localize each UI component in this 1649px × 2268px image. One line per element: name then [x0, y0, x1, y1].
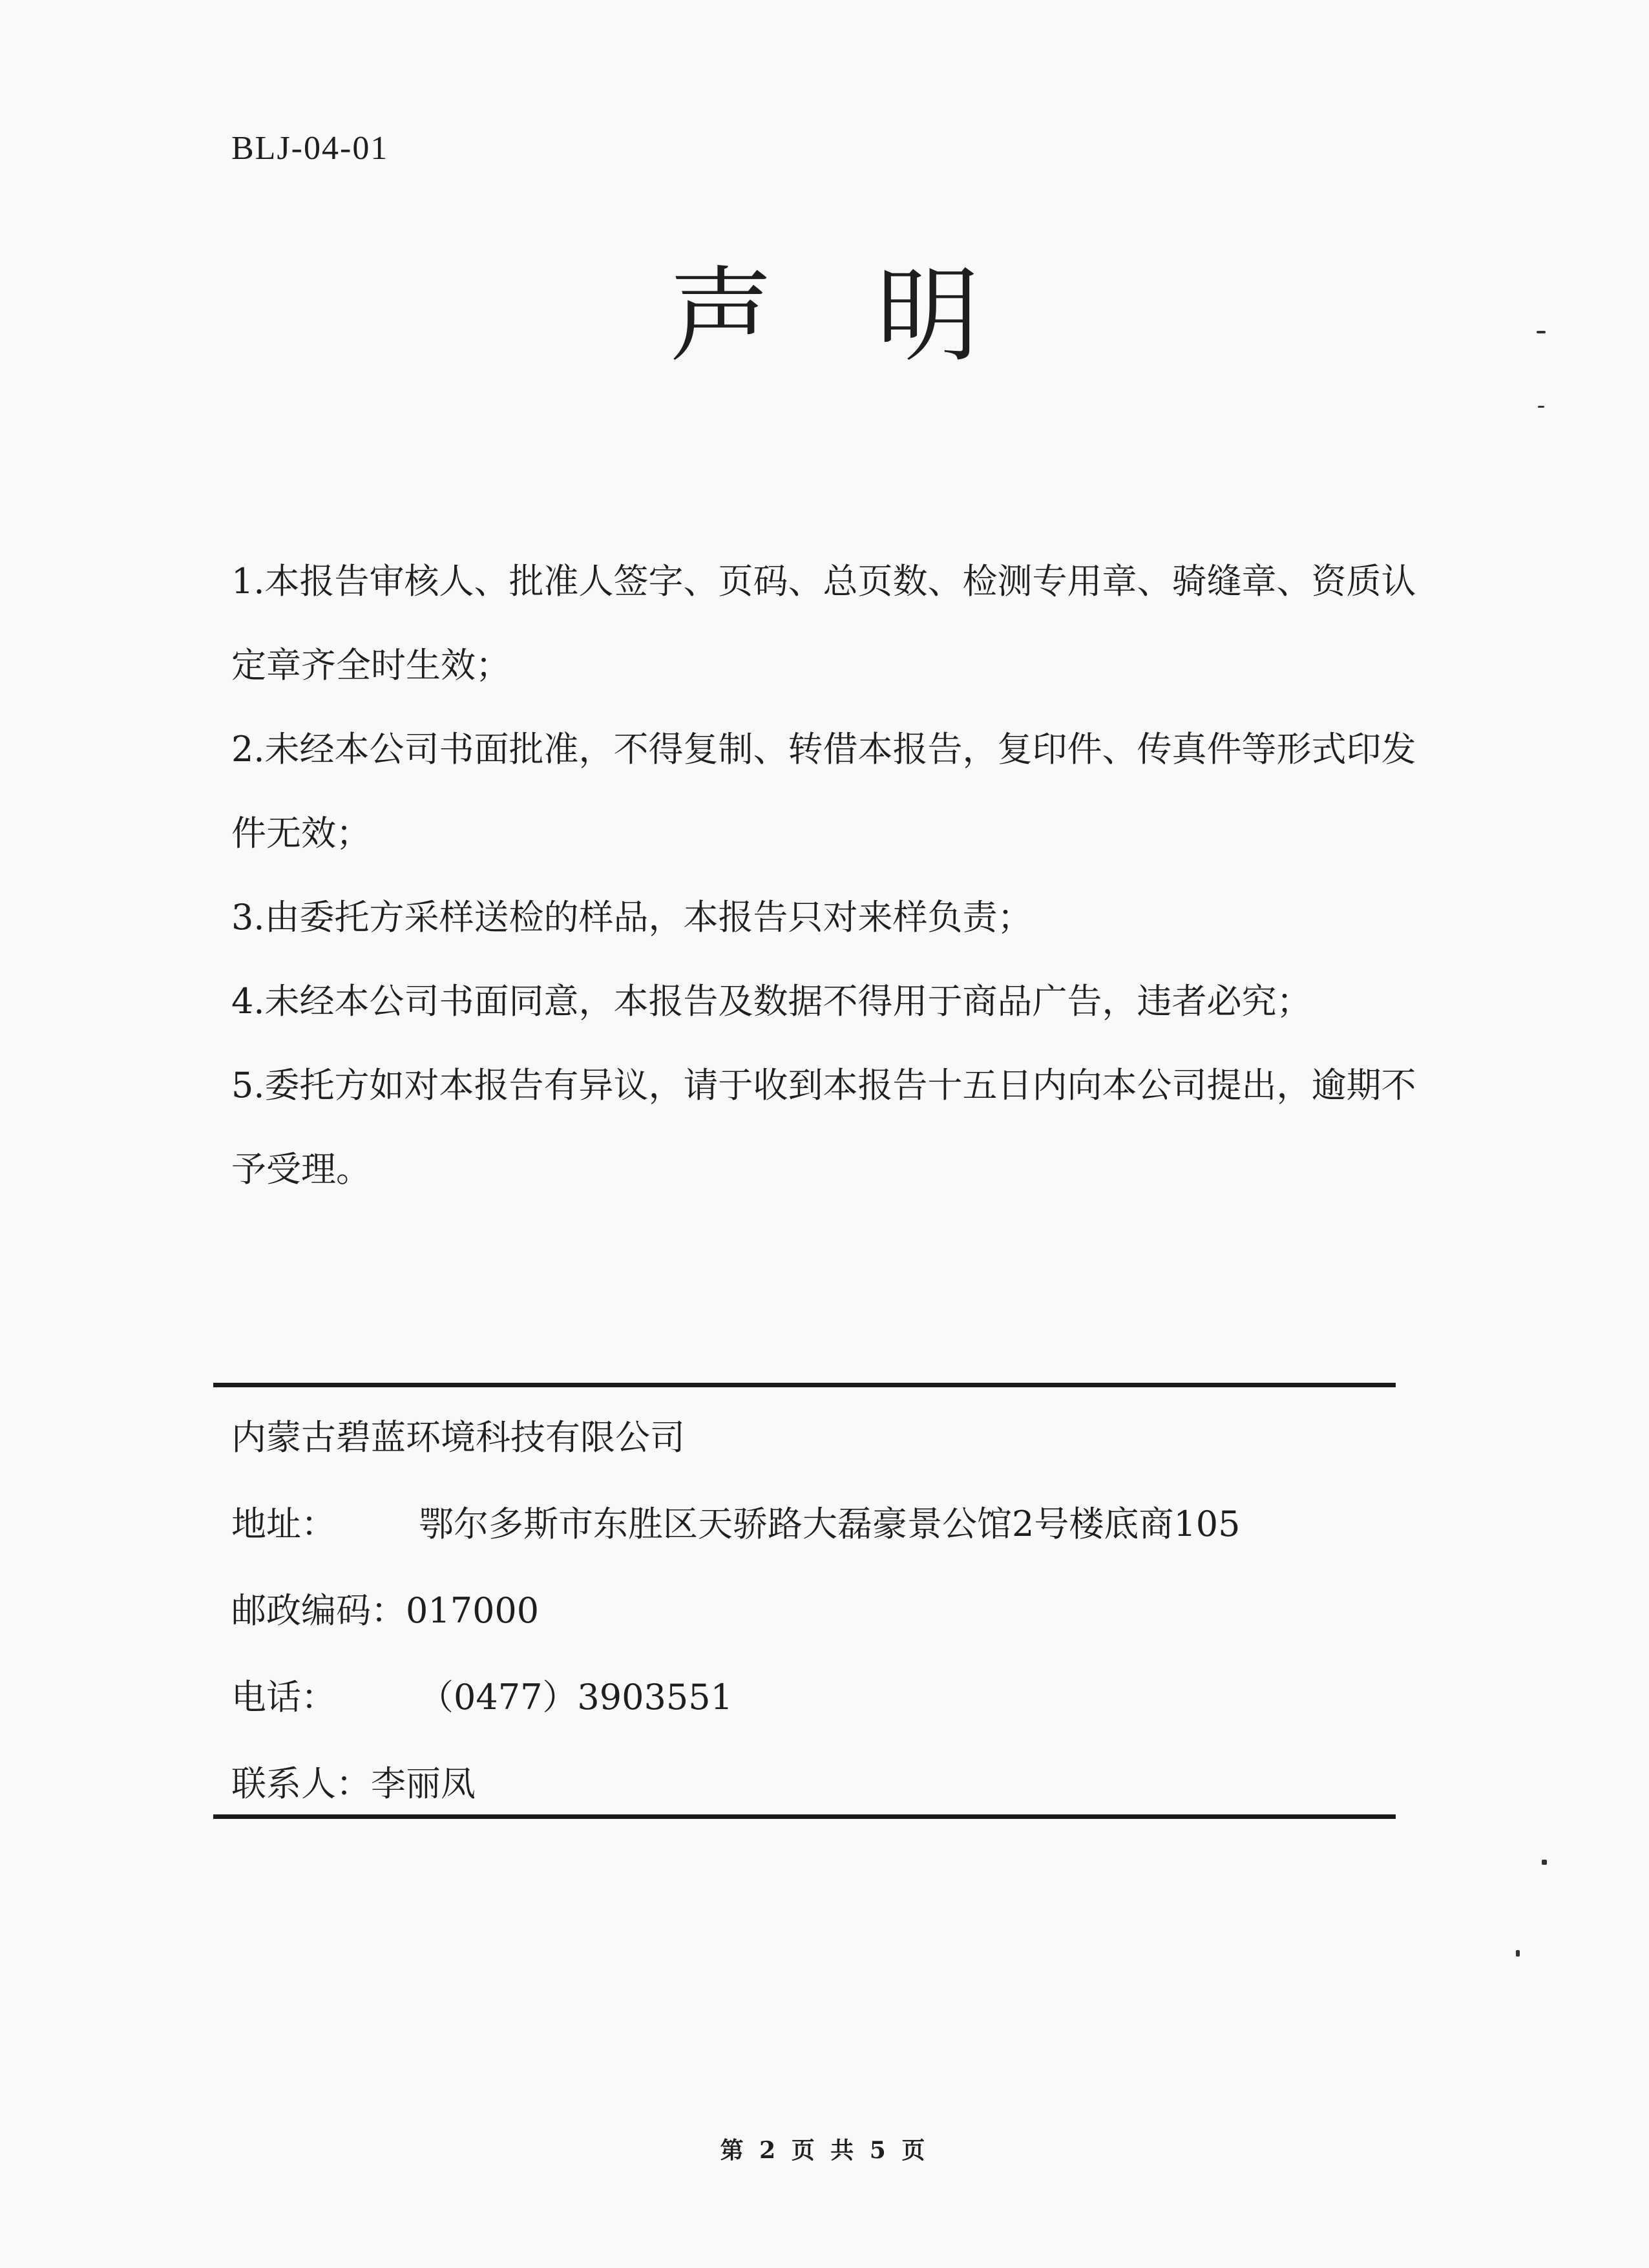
statement-item: 5.委托方如对本报告有异议，请于收到本报告十五日内向本公司提出，逾期不予受理。 [231, 1065, 1416, 1190]
contact-value: 李丽凤 [371, 1763, 476, 1804]
contact-label: 联系人： [231, 1763, 371, 1804]
scan-speck [1538, 406, 1544, 408]
postcode-row [231, 1582, 1394, 1668]
page-title: 声明 [669, 255, 1083, 377]
divider-bottom [213, 1814, 1396, 1819]
divider-top [213, 1383, 1396, 1387]
company-name-row [231, 1409, 1394, 1495]
phone-value: （0477）3903551 [419, 1677, 733, 1717]
scan-speck [1516, 1950, 1520, 1957]
company-info [231, 1409, 1394, 1842]
address-value: 鄂尔多斯市东胜区天骄路大磊豪景公馆2号楼底商105 [419, 1504, 1241, 1544]
phone-row [231, 1668, 1394, 1755]
statement-list [231, 540, 1446, 1212]
statement-item: 2.未经本公司书面批准，不得复制、转借本报告，复印件、传真件等形式印发件无效； [231, 729, 1416, 854]
company-name: 内蒙古碧蓝环境科技有限公司 [231, 1417, 685, 1458]
statement-item: 3.由委托方采样送检的样品，本报告只对来样负责； [231, 897, 1033, 938]
contact-row [231, 1755, 1394, 1842]
address-label [231, 1495, 419, 1582]
postcode-label: 邮政编码： [231, 1590, 406, 1631]
statement-item: 4.未经本公司书面同意，本报告及数据不得用于商品广告，违者必究； [231, 981, 1312, 1022]
phone-label-text: 电话： [231, 1677, 336, 1717]
address-row [231, 1495, 1394, 1582]
postcode-value: 017000 [406, 1590, 540, 1631]
page-number: 第 2 页 共 5 页 [720, 2137, 929, 2164]
phone-label [231, 1668, 419, 1755]
scan-speck [1542, 1860, 1547, 1865]
document-code: BLJ-04-01 [231, 130, 389, 167]
scan-speck [1537, 331, 1546, 333]
address-label-text: 地址： [231, 1504, 336, 1544]
statement-item: 1.本报告审核人、批准人签字、页码、总页数、检测专用章、骑缝章、资质认定章齐全时生效； [231, 561, 1416, 686]
